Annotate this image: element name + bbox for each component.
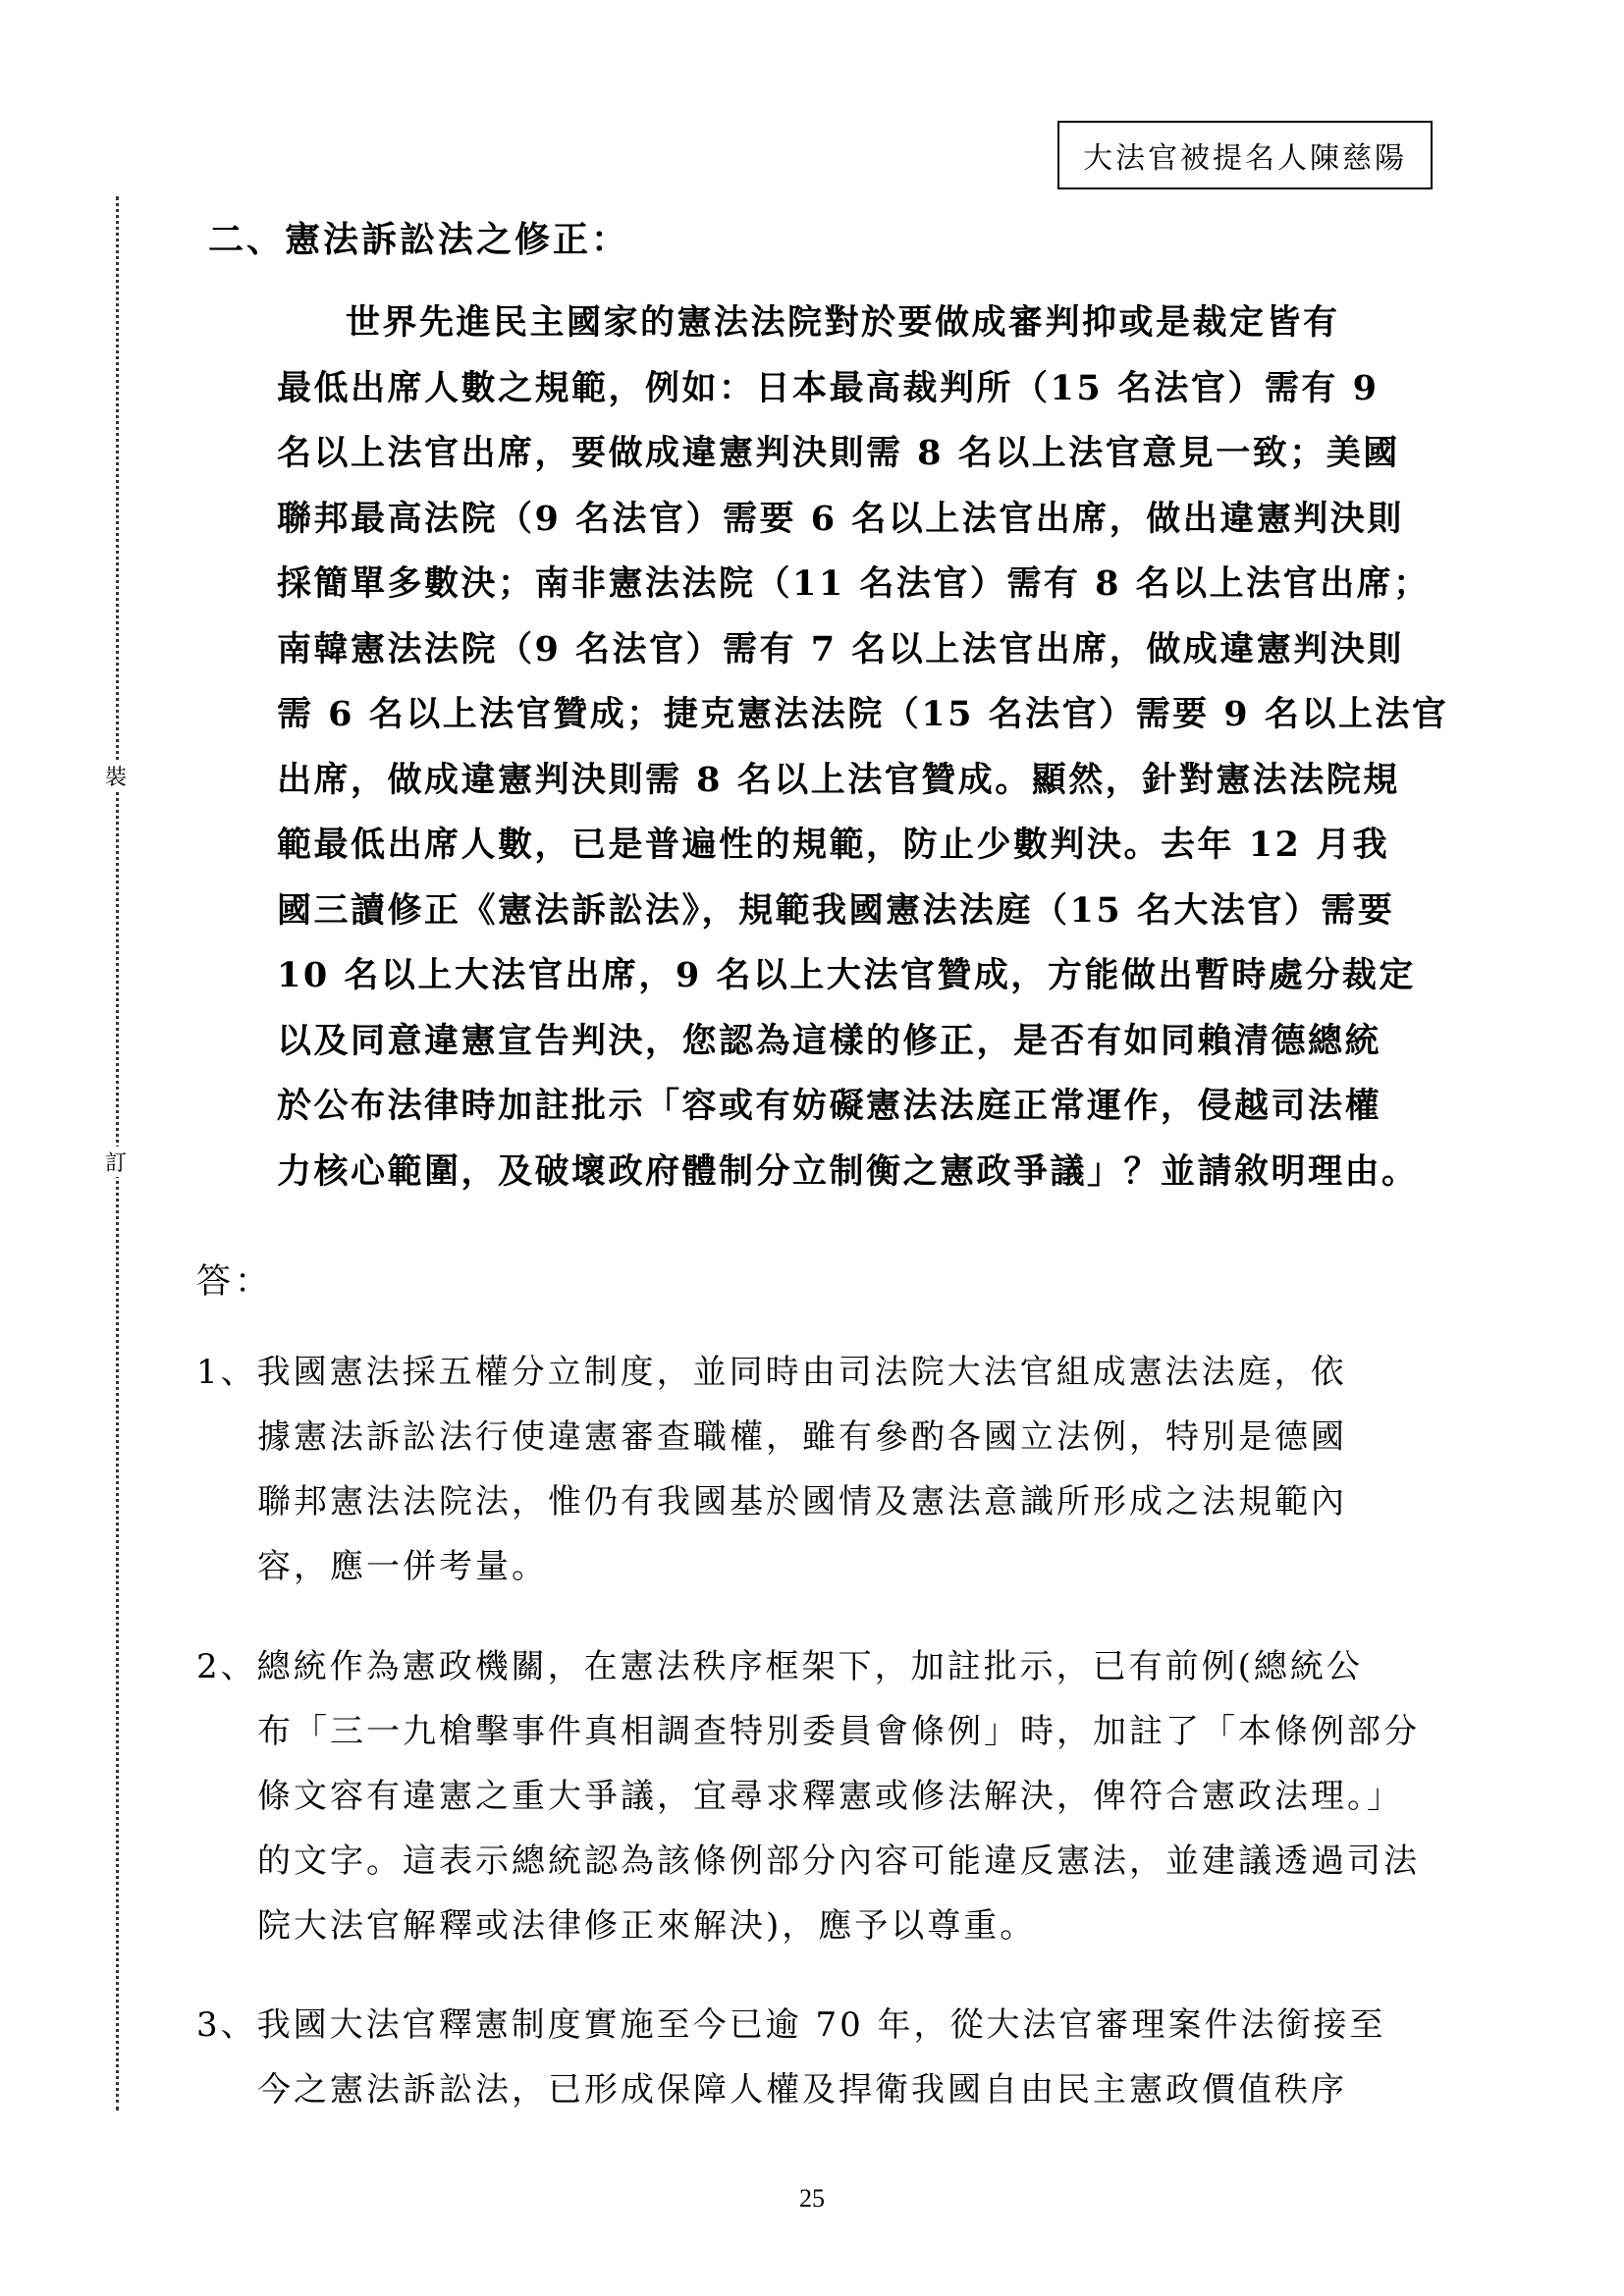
question-line: 採簡單多數決；南非憲法法院（11 名法官）需有 8 名以上法官出席； bbox=[277, 563, 1431, 604]
answer-line: 布「三一九槍擊事件真相調查特別委員會條例」時，加註了「本條例部分 bbox=[257, 1712, 1420, 1751]
question-line: 世界先進民主國家的憲法法院對於要做成審判抑或是裁定皆有 bbox=[346, 302, 1340, 343]
answer-line: 條文容有違憲之重大爭議，宜尋求釋憲或修法解決，俾符合憲政法理。」 bbox=[257, 1777, 1403, 1816]
answer-line: 據憲法訴訟法行使違憲審查職權，雖有參酌各國立法例，特別是德國 bbox=[257, 1417, 1347, 1457]
question-line: 出席，做成違憲判決則需 8 名以上法官贊成。顯然，針對憲法法院規 bbox=[277, 759, 1400, 800]
page-number: 25 bbox=[799, 2184, 825, 2213]
binding-mark-ding: 訂 bbox=[98, 1147, 134, 1177]
question-line: 國三讀修正《憲法訴訟法》，規範我國憲法法庭（15 名大法官）需要 bbox=[277, 889, 1395, 931]
answer-line: 院大法官解釋或法律修正來解決)，應予以尊重。 bbox=[257, 1906, 1037, 1946]
answer-line: 1、我國憲法採五權分立制度，並同時由司法院大法官組成憲法法庭，依 bbox=[196, 1353, 1347, 1392]
nominee-header-box bbox=[1057, 121, 1433, 189]
answer-item-3 bbox=[196, 1993, 1438, 2122]
question-line: 力核心範圍，及破壞政府體制分立制衡之憲政爭議」？並請敘明理由。 bbox=[277, 1150, 1419, 1192]
binding-mark-zhuang: 裝 bbox=[98, 761, 134, 791]
answer-label: 答： bbox=[196, 1262, 274, 1302]
question-line: 需 6 名以上法官贊成；捷克憲法法院（15 名法官）需要 9 名以上法官 bbox=[277, 694, 1449, 734]
question-heading: 二、憲法訴訟法之修正： bbox=[208, 219, 630, 260]
nominee-label: 大法官被提名人陳慈陽 bbox=[1083, 141, 1407, 176]
question-line: 最低出席人數之規範，例如：日本最高裁判所（15 名法官）需有 9 bbox=[277, 367, 1380, 408]
question-line: 於公布法律時加註批示「容或有妨礙憲法法庭正常運作，侵越司法權 bbox=[277, 1086, 1382, 1126]
answer-line: 3、我國大法官釋憲制度實施至今已逾 70 年，從大法官審理案件法銜接至 bbox=[196, 2005, 1386, 2045]
answer-item-2 bbox=[196, 1634, 1438, 1958]
answer-line: 的文字。這表示總統認為該條例部分內容可能違反憲法，並建議透過司法 bbox=[257, 1842, 1420, 1881]
question-line: 10 名以上大法官出席，9 名以上大法官贊成，方能做出暫時處分裁定 bbox=[277, 955, 1416, 995]
answer-line: 容，應一併考量。 bbox=[257, 1547, 548, 1586]
question-line: 南韓憲法法院（9 名法官）需有 7 名以上法官出席，做成違憲判決則 bbox=[277, 628, 1404, 669]
answer-line: 今之憲法訴訟法，已形成保障人權及捍衛我國自由民主憲政價值秩序 bbox=[257, 2070, 1347, 2109]
answer-line: 聯邦憲法法院法，惟仍有我國基於國情及憲法意識所形成之法規範內 bbox=[257, 1482, 1347, 1522]
question-line: 範最低出席人數，已是普遍性的規範，防止少數判決。去年 12 月我 bbox=[277, 825, 1390, 865]
answer-line: 2、總統作為憲政機關，在憲法秩序框架下，加註批示，已有前例(總統公 bbox=[196, 1647, 1363, 1686]
question-line: 名以上法官出席，要做成違憲判決則需 8 名以上法官意見一致；美國 bbox=[277, 433, 1400, 473]
question-line: 以及同意違憲宣告判決，您認為這樣的修正，是否有如同賴清德總統 bbox=[277, 1020, 1382, 1061]
answer-item-1 bbox=[196, 1340, 1438, 1599]
question-line: 聯邦最高法院（9 名法官）需要 6 名以上法官出席，做出違憲判決則 bbox=[277, 498, 1404, 539]
question-body bbox=[277, 291, 1449, 1204]
